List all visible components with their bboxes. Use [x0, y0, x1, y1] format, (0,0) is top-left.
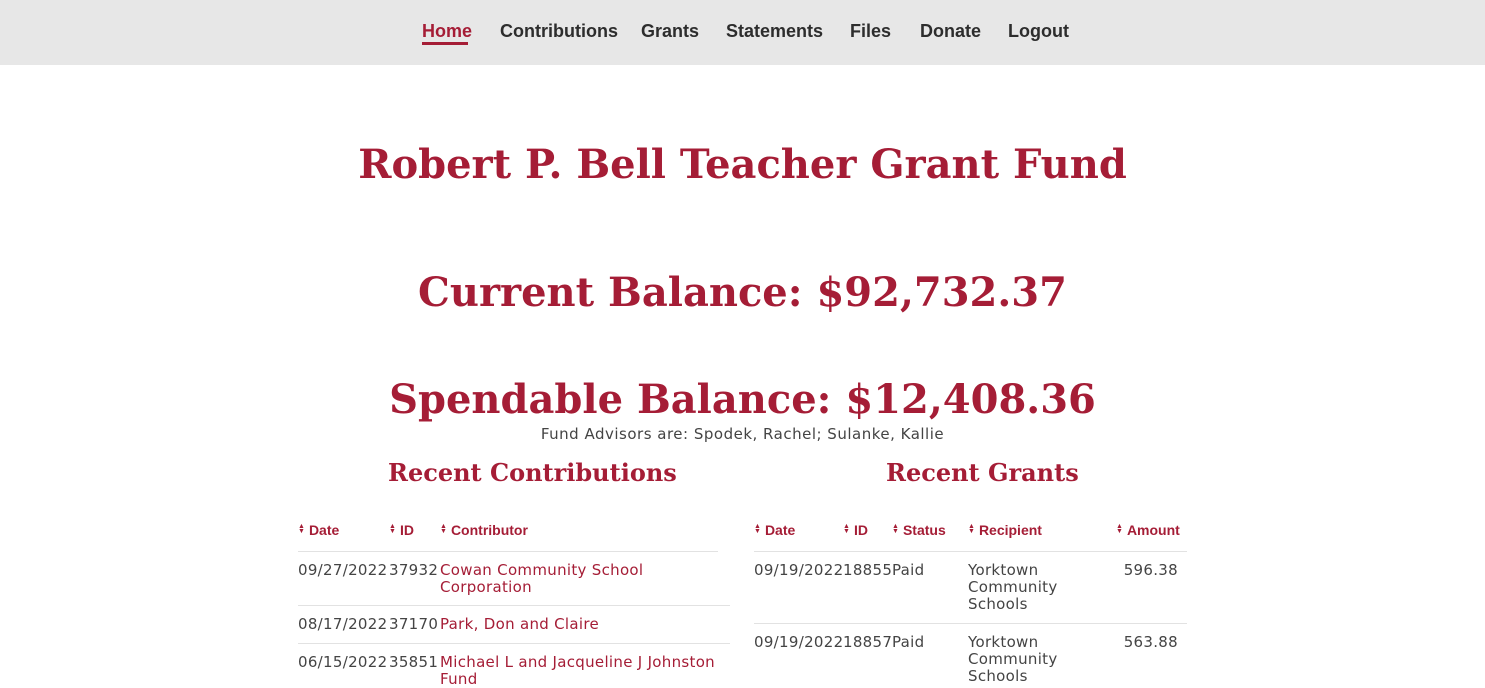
- contributor-name-line[interactable]: Fund: [440, 670, 478, 688]
- contributions-id-header[interactable]: [389, 522, 414, 538]
- current-balance: Current Balance: $92,732.37: [418, 269, 1067, 316]
- grants-recipient-header[interactable]: [968, 522, 1042, 538]
- contribution-id: 35851: [389, 653, 439, 671]
- grants-date-header-label: Date: [764, 522, 796, 538]
- sort-arrows-icon: ▲ ▼: [843, 523, 850, 536]
- grants-id-header-label: ID: [853, 522, 868, 538]
- contribution-id: 37932: [389, 561, 439, 579]
- top-navigation: [0, 0, 1485, 65]
- table-divider: [298, 551, 718, 552]
- grant-recipient-line: Community: [968, 578, 1058, 596]
- table-divider: [298, 643, 730, 644]
- contributor-name-line[interactable]: Cowan Community School: [440, 561, 644, 579]
- table-divider: [754, 551, 1187, 552]
- nav-home-link[interactable]: Home: [422, 21, 473, 41]
- nav-files-link[interactable]: Files: [850, 21, 892, 41]
- grants-amount-header[interactable]: [1116, 522, 1180, 538]
- fund-title: Robert P. Bell Teacher Grant Fund: [358, 141, 1127, 188]
- recent-contributions-title: Recent Contributions: [388, 458, 677, 487]
- contributions-date-header-label: Date: [308, 522, 340, 538]
- table-divider: [754, 623, 1187, 624]
- contribution-id: 37170: [389, 615, 439, 633]
- grant-date: 09/19/2022: [754, 561, 844, 579]
- contributor-name-line[interactable]: Park, Don and Claire: [440, 615, 600, 633]
- nav-active-underline: [422, 42, 468, 45]
- grant-status: Paid: [892, 633, 925, 651]
- nav-statements-link[interactable]: Statements: [726, 21, 824, 41]
- contributions-date-header[interactable]: [298, 522, 339, 538]
- grant-date: 09/19/2022: [754, 633, 844, 651]
- nav-contributions-link[interactable]: Contributions: [500, 21, 618, 41]
- fund-advisors-text: Fund Advisors are: Spodek, Rachel; Sulanke, Kallie: [540, 425, 945, 443]
- grants-status-header[interactable]: [892, 522, 946, 538]
- grant-amount: 563.88: [1123, 633, 1178, 651]
- grant-recipient-line: Community: [968, 650, 1058, 668]
- spendable-balance: Spendable Balance: $12,408.36: [389, 376, 1096, 423]
- contributor-name-line[interactable]: Michael L and Jacqueline J Johnston: [440, 653, 715, 671]
- contribution-date: 08/17/2022: [298, 615, 388, 633]
- sort-arrows-icon: ▲ ▼: [389, 523, 396, 536]
- recent-grants-title: Recent Grants: [886, 458, 1079, 487]
- contribution-date: 06/15/2022: [298, 653, 388, 671]
- grant-recipient-line: Yorktown: [968, 633, 1039, 651]
- grant-recipient-line: Yorktown: [968, 561, 1039, 579]
- grant-recipient-line: Schools: [968, 667, 1028, 685]
- sort-arrows-icon: ▲ ▼: [298, 523, 305, 536]
- grants-recipient-header-label: Recipient: [978, 522, 1042, 538]
- grants-date-header[interactable]: [754, 522, 795, 538]
- grant-status: Paid: [892, 561, 925, 579]
- nav-grants-link[interactable]: Grants: [641, 21, 700, 41]
- contributions-contributor-header-label: Contributor: [450, 522, 528, 538]
- grants-amount-header-label: Amount: [1126, 522, 1180, 538]
- sort-arrows-icon: ▲ ▼: [1116, 523, 1123, 536]
- contributions-id-header-label: ID: [399, 522, 414, 538]
- grant-id: 18855: [843, 561, 893, 579]
- grants-id-header[interactable]: [843, 522, 868, 538]
- table-divider: [298, 605, 730, 606]
- contributions-contributor-header[interactable]: [440, 522, 528, 538]
- nav-logout-link[interactable]: Logout: [1008, 21, 1069, 41]
- sort-arrows-icon: ▲ ▼: [440, 523, 447, 536]
- grant-id: 18857: [843, 633, 893, 651]
- contributor-name-line[interactable]: Corporation: [440, 578, 532, 596]
- contribution-date: 09/27/2022: [298, 561, 388, 579]
- sort-arrows-icon: ▲ ▼: [892, 523, 899, 536]
- grant-recipient-line: Schools: [968, 595, 1028, 613]
- sort-arrows-icon: ▲ ▼: [754, 523, 761, 536]
- grants-status-header-label: Status: [902, 522, 946, 538]
- sort-arrows-icon: ▲ ▼: [968, 523, 975, 536]
- nav-donate-link[interactable]: Donate: [920, 21, 982, 41]
- grant-amount: 596.38: [1123, 561, 1178, 579]
